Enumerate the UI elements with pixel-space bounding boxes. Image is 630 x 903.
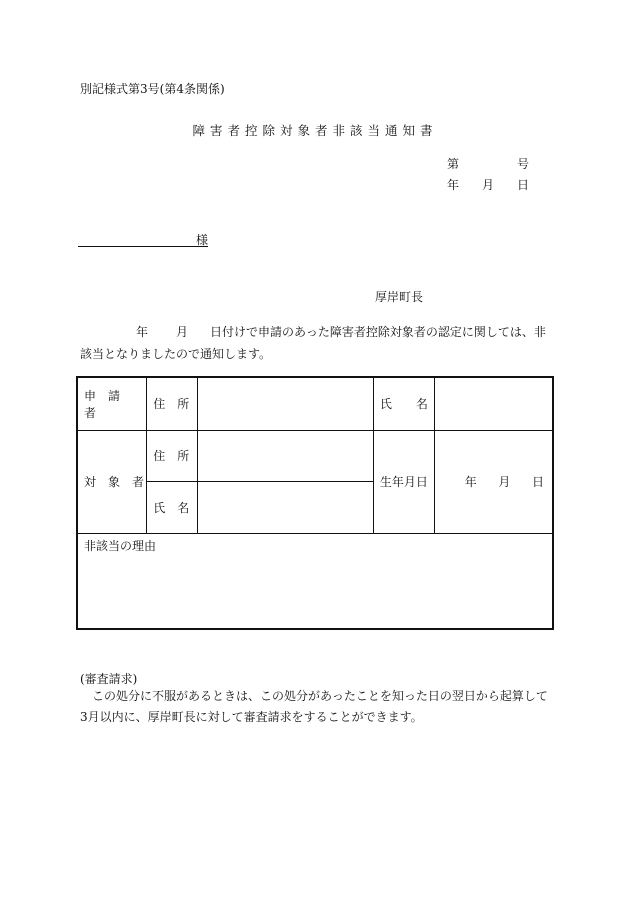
form-id: 別記様式第3号(第4条関係) xyxy=(80,82,225,96)
birth-day: 日 xyxy=(531,475,544,489)
subject-name-label: 氏 名 xyxy=(147,481,198,533)
birth-label: 生年月日 xyxy=(373,430,434,533)
birth-month: 月 xyxy=(498,475,511,489)
body-text xyxy=(80,321,555,365)
date-month: 月 xyxy=(481,178,494,192)
applicant-address-value xyxy=(198,377,374,430)
body-month: 月 xyxy=(176,325,189,339)
document-date xyxy=(447,176,529,193)
addressee-line xyxy=(78,231,208,247)
birth-value xyxy=(434,430,553,533)
subject-name-value xyxy=(198,481,374,533)
addressee-suffix: 様 xyxy=(195,233,208,247)
applicant-name-label: 氏 名 xyxy=(373,377,434,430)
document-number xyxy=(447,155,529,172)
applicant-address-label: 住 所 xyxy=(147,377,198,430)
issuer: 厚岸町長 xyxy=(375,290,424,304)
review-heading: (審査請求) xyxy=(80,672,138,686)
birth-year: 年 xyxy=(464,475,477,489)
date-year: 年 xyxy=(447,178,460,192)
applicant-label: 申 請 者 xyxy=(77,377,147,430)
number-suffix: 号 xyxy=(516,157,529,171)
applicant-name-value xyxy=(434,377,553,430)
subject-address-label: 住 所 xyxy=(147,430,198,481)
reason-cell xyxy=(77,533,553,629)
number-prefix: 第 xyxy=(447,157,460,171)
subject-address-value xyxy=(198,430,374,481)
subject-label: 対 象 者 xyxy=(77,430,147,533)
body-rest: 日付けで申請のあった障害者控除対象者の認定に関しては、非該当となりましたので通知します。 xyxy=(80,325,546,361)
info-table xyxy=(76,376,554,630)
date-day: 日 xyxy=(516,178,529,192)
review-text: この処分に不服があるときは、この処分があったことを知った日の翌日から起算して3月以内に、厚岸町長に対して審査請求をすることができます。 xyxy=(80,689,548,724)
document-title: 障害者控除対象者非該当通知書 xyxy=(192,123,438,138)
reason-label: 非該当の理由 xyxy=(84,538,157,553)
body-year: 年 xyxy=(136,325,149,339)
